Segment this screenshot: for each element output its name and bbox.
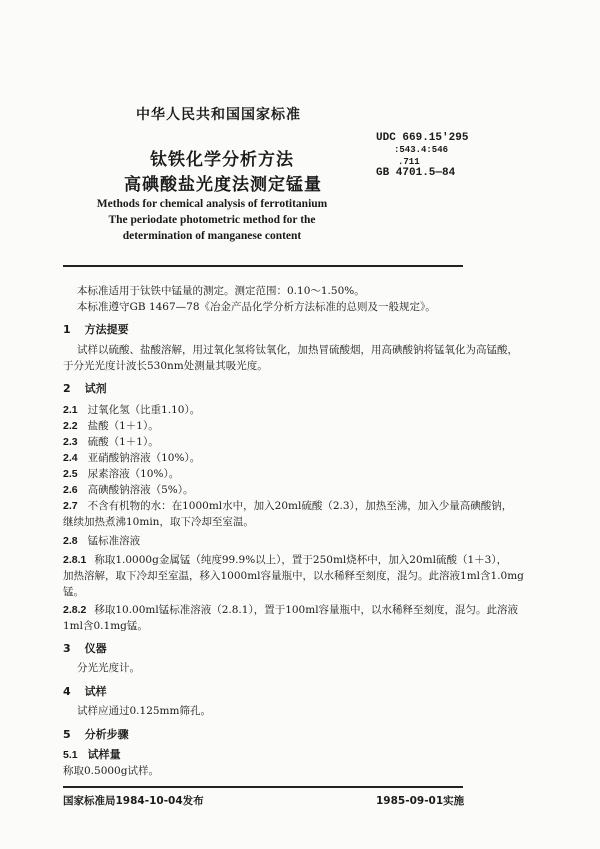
section1-heading — [63, 321, 129, 337]
section4-text: 试样应通过0.125mm筛孔。 — [77, 705, 211, 717]
section-title: 试样 — [84, 685, 107, 698]
reagent-2-8: 2.8 锰标准溶液 — [63, 535, 141, 547]
section5-1-text: 称取0.5000g试样。 — [63, 765, 159, 777]
footer-rule — [63, 786, 463, 788]
section3-text: 分光光度计。 — [77, 662, 140, 674]
footer-issued: 国家标准局1984-10-04发布 — [63, 795, 204, 807]
reagent-2-8-1-line2: 加热溶解，取下冷却至室温，移入1000ml容量瓶中，以水稀释至刻度，混匀。此溶液1ml含1.0mg — [63, 570, 524, 582]
section-title: 方法提要 — [84, 323, 129, 336]
section-title: 仪器 — [84, 642, 107, 655]
reagent-2-5: 2.5 尿素溶液（10%）。 — [63, 468, 180, 480]
reagent-2-8-2: 2.8.2 移取10.00ml锰标准溶液（2.8.1），置于100ml容量瓶中，以水稀释至刻度，混匀。此溶液 — [63, 604, 519, 616]
section-number: 2 — [63, 382, 71, 395]
section3-heading — [63, 640, 107, 656]
section1-line1: 试样以硫酸、盐酸溶解，用过氧化氢将钛氧化，加热冒硫酸烟，用高碘酸钠将锰氧化为高锰酸， — [77, 344, 518, 356]
section2-heading — [63, 380, 107, 396]
section5-heading — [63, 726, 129, 742]
title-en-line3: determination of manganese content — [122, 230, 302, 242]
intro-line2: 本标准遵守GB 1467—78《冶金产品化学分析方法标准的总则及一般规定》。 — [77, 301, 436, 313]
reagent-2-8-1: 2.8.1 称取1.0000g金属锰（纯度99.9%以上），置于250ml烧杯中，加入20ml硫酸（1＋3）， — [63, 554, 508, 566]
title-cn-line1: 钛铁化学分析方法 — [150, 150, 294, 170]
section-number: 5 — [63, 728, 71, 741]
reagent-2-1: 2.1 过氧化氢（比重1.10）。 — [63, 404, 201, 416]
title-en-line1: Methods for chemical analysis of ferrotitanium — [96, 198, 328, 210]
reagent-2-2: 2.2 盐酸（1＋1）。 — [63, 420, 159, 432]
section-title: 试剂 — [84, 382, 107, 395]
udc-line3: .711 — [398, 157, 420, 167]
section5-1-heading: 5.1 试样量 — [63, 748, 121, 761]
gb-number: GB 4701.5—84 — [376, 167, 456, 179]
section-title: 分析步骤 — [84, 728, 129, 741]
standard-name: 中华人民共和国国家标准 — [136, 107, 301, 123]
section1-line2: 于分光光度计波长530nm处测量其吸光度。 — [63, 360, 268, 372]
footer-effective: 1985-09-01实施 — [376, 795, 465, 807]
title-en-line2: The periodate photometric method for the — [108, 214, 316, 226]
section-number: 1 — [63, 323, 71, 336]
header-rule — [63, 265, 463, 267]
reagent-2-6: 2.6 高碘酸钠溶液（5%）。 — [63, 484, 194, 496]
intro-line1: 本标准适用于钛铁中锰量的测定。测定范围：0.10～1.50%。 — [77, 285, 365, 297]
reagent-2-8-2-line2: 1ml含0.1mg锰。 — [63, 620, 148, 632]
reagent-2-4: 2.4 亚硝酸钠溶液（10%）。 — [63, 452, 201, 464]
reagent-2-7: 2.7 不含有机物的水：在1000ml水中，加入20ml硫酸（2.3），加热至沸，加入少量高碘酸钠， — [63, 500, 513, 512]
section-number: 3 — [63, 642, 71, 655]
title-cn-line2: 高碘酸盐光度法测定锰量 — [124, 175, 322, 195]
udc-line2: :543.4:546 — [394, 145, 449, 155]
section-number: 4 — [63, 685, 71, 698]
udc-line1: UDC 669.15'295 — [376, 132, 469, 144]
section4-heading — [63, 683, 107, 699]
reagent-2-3: 2.3 硫酸（1＋1）。 — [63, 436, 159, 448]
reagent-2-7-line2: 继续加热煮沸10min，取下冷却至室温。 — [63, 516, 254, 528]
reagent-2-8-1-line3: 锰。 — [63, 586, 84, 598]
